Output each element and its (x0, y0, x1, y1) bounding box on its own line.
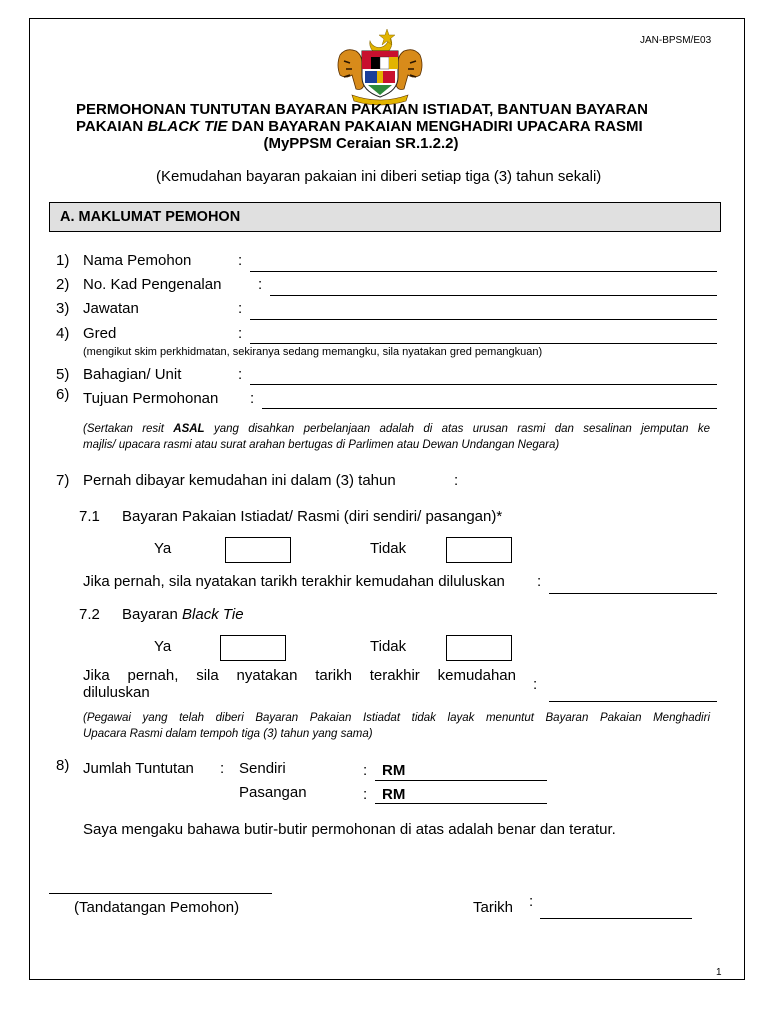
field-5-colon: : (238, 366, 243, 383)
q7-2-tidak-label: Tidak (370, 638, 407, 655)
gred-note: (mengikut skim perkhidmatan, sekiranya sedang memangku, sila nyatakan gred pemangkuan) (83, 346, 543, 358)
field-nama-pemohon-label: Nama Pemohon (83, 252, 192, 269)
q8-pasangan-label: Pasangan (239, 784, 307, 801)
q7-1-number: 7.1 (79, 508, 100, 525)
q7-1-date-input[interactable] (549, 593, 717, 594)
q8-sendiri-currency: RM (382, 762, 406, 779)
field-3-number: 3) (56, 300, 70, 317)
q7-1-tidak-checkbox[interactable] (446, 537, 512, 563)
subtitle: (Kemudahan bayaran pakaian ini diberi setiap tiga (3) tahun sekali) (156, 168, 602, 185)
tujuan-note-line-2: majlis/ upacara rasmi atau surat arahan bertugas di Parlimen atau Dewan Undangan Negara) (83, 439, 560, 451)
tarikh-label: Tarikh (473, 899, 514, 916)
field-3-colon: : (238, 300, 243, 317)
tujuan-note-line-1: (Sertakan resit ASAL yang disahkan perbelanjaan adalah di atas urusan rasmi dan sesalinan jemputan ke (83, 423, 710, 435)
field-4-number: 4) (56, 325, 70, 342)
title-line-3: (MyPPSM Ceraian SR.1.2.2) (263, 135, 459, 152)
q8-sendiri-colon: : (363, 762, 368, 779)
gred-input[interactable] (250, 343, 717, 344)
title-line-2: PAKAIAN BLACK TIE DAN BAYARAN PAKAIAN MENGHADIRI UPACARA RASMI (76, 118, 643, 135)
q7-1-ya-checkbox[interactable] (225, 537, 291, 563)
form-title (76, 101, 686, 152)
q7-note-line-1: (Pegawai yang telah diberi Bayaran Pakaian Istiadat tidak layak menuntut Bayaran Pakaian Menghadiri (83, 712, 710, 724)
field-6-colon: : (250, 390, 255, 407)
jawatan-input[interactable] (250, 319, 717, 320)
form-code: JAN-BPSM/E03 (640, 35, 712, 46)
q8-pasangan-currency: RM (382, 786, 406, 803)
q8-number: 8) (56, 757, 70, 774)
field-6-number: 6) (56, 386, 70, 403)
field-2-number: 2) (56, 276, 70, 293)
q7-2-ya-checkbox[interactable] (220, 635, 286, 661)
tarikh-input[interactable] (540, 918, 692, 919)
q7-1-date-colon: : (537, 573, 542, 590)
q7-2-date-label-line-1: Jika pernah, sila nyatakan tarikh terakhir kemudahan (83, 667, 516, 684)
field-1-colon: : (238, 252, 243, 269)
q7-1-label: Bayaran Pakaian Istiadat/ Rasmi (diri sendiri/ pasangan)* (122, 508, 503, 525)
section-a-title: A. MAKLUMAT PEMOHON (60, 209, 241, 225)
q7-number: 7) (56, 472, 70, 489)
q7-1-date-label: Jika pernah, sila nyatakan tarikh terakhir kemudahan diluluskan (83, 573, 505, 590)
field-2-colon: : (258, 276, 263, 293)
signature-label: (Tandatangan Pemohon) (74, 899, 240, 916)
field-jawatan-label: Jawatan (83, 300, 139, 317)
q8-sendiri-label: Sendiri (239, 760, 286, 777)
field-bahagian-unit-label: Bahagian/ Unit (83, 366, 182, 383)
nama-pemohon-input[interactable] (250, 271, 717, 272)
bahagian-unit-input[interactable] (250, 384, 717, 385)
field-gred-label: Gred (83, 325, 117, 342)
q7-note-line-2: Upacara Rasmi dalam tempoh tiga (3) tahun yang sama) (83, 728, 373, 740)
page-number: 1 (716, 967, 722, 978)
field-tujuan-permohonan-label: Tujuan Permohonan (83, 390, 219, 407)
q7-2-ya-label: Ya (154, 638, 172, 655)
signature-line[interactable] (49, 893, 272, 894)
q7-2-date-input[interactable] (549, 701, 717, 702)
q8-sendiri-amount-input[interactable] (375, 780, 547, 781)
q7-2-date-colon: : (533, 676, 538, 693)
malaysia-coat-of-arms-icon (332, 27, 428, 107)
field-no-kad-pengenalan-label: No. Kad Pengenalan (83, 276, 222, 293)
no-kad-pengenalan-input[interactable] (270, 295, 717, 296)
field-4-colon: : (238, 325, 243, 342)
q7-2-date-label-line-2: diluluskan (83, 684, 150, 701)
declaration-text: Saya mengaku bahawa butir-butir permohonan di atas adalah benar dan teratur. (83, 821, 616, 838)
q7-2-number: 7.2 (79, 606, 100, 623)
q7-label: Pernah dibayar kemudahan ini dalam (3) tahun (83, 472, 396, 489)
q8-label: Jumlah Tuntutan (83, 760, 194, 777)
q7-2-tidak-checkbox[interactable] (446, 635, 512, 661)
tujuan-permohonan-input[interactable] (262, 408, 717, 409)
q7-1-tidak-label: Tidak (370, 540, 407, 557)
q7-colon: : (454, 472, 459, 489)
field-1-number: 1) (56, 252, 70, 269)
q8-label-colon: : (220, 760, 225, 777)
q8-pasangan-amount-input[interactable] (375, 803, 547, 804)
q8-pasangan-colon: : (363, 786, 368, 803)
field-5-number: 5) (56, 366, 70, 383)
title-line-1: PERMOHONAN TUNTUTAN BAYARAN PAKAIAN ISTIADAT, BANTUAN BAYARAN (76, 101, 648, 118)
section-a-header (49, 202, 721, 232)
q7-2-label: Bayaran Black Tie (122, 606, 244, 623)
tarikh-colon: : (529, 893, 534, 910)
q7-1-ya-label: Ya (154, 540, 172, 557)
